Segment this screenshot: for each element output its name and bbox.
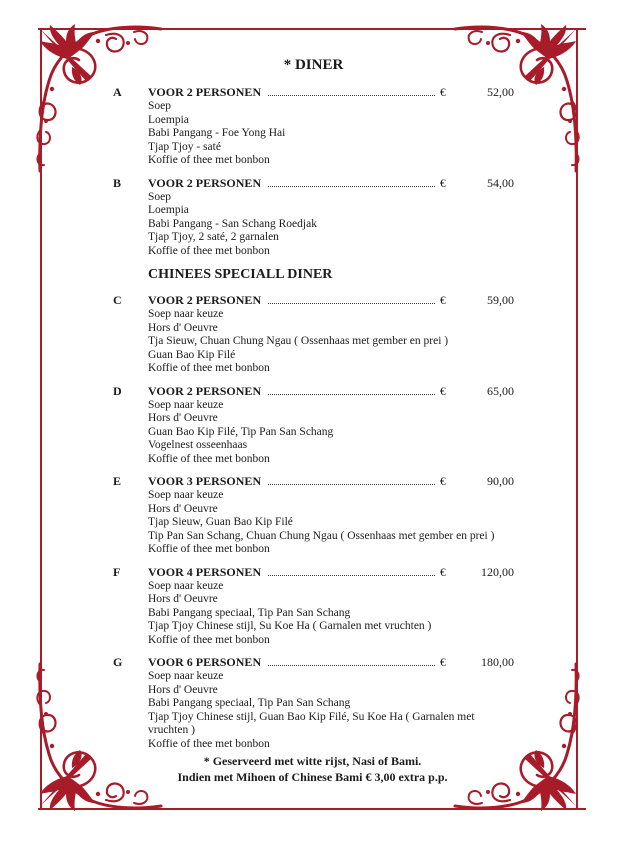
course-line: Koffie of thee met bonbon: [148, 154, 270, 166]
menu-item: [113, 565, 514, 648]
menu-item-head: [113, 474, 514, 489]
menu-item: [113, 293, 514, 376]
currency-symbol: €: [440, 657, 446, 669]
menu-item-courses: [148, 399, 514, 467]
menu-item-courses: [148, 580, 514, 648]
menu-item-title: VOOR 2 PERSONEN: [148, 293, 262, 307]
course-line: Soep naar keuze: [148, 398, 224, 411]
currency-symbol: €: [440, 295, 446, 307]
course-line: Guan Bao Kip Filé: [148, 348, 236, 361]
menu-item-letter: C: [113, 293, 122, 307]
course-line: Babi Pangang - Foe Yong Hai: [148, 127, 286, 139]
menu-item-courses: [148, 191, 514, 259]
course-line: Koffie of thee met bonbon: [148, 244, 270, 257]
dotted-leader: [268, 95, 435, 96]
course-line: Hors d' Oeuvre: [148, 593, 218, 605]
menu-item-title: VOOR 6 PERSONEN: [148, 655, 262, 669]
course-line: Loempia: [148, 204, 189, 216]
menu-content: [113, 56, 514, 759]
course-line: Tja Sieuw, Chuan Chung Ngau ( Ossenhaas met gember en prei ): [148, 335, 449, 347]
course-line: Tjap Tjoy - saté: [148, 140, 221, 153]
footer-note: [0, 754, 625, 785]
currency-symbol: €: [440, 566, 446, 579]
menu-item-title: VOOR 2 PERSONEN: [148, 175, 262, 190]
course-line: Babi Pangang speciaal, Tip Pan San Schang: [148, 697, 351, 709]
menu-item: [113, 176, 514, 259]
menu-item: [113, 655, 514, 751]
dotted-leader: [268, 665, 435, 666]
dotted-leader: [268, 186, 435, 187]
menu-item-head: [113, 176, 514, 191]
currency-symbol: €: [440, 177, 446, 190]
menu-item-price: 65,00: [487, 383, 514, 398]
course-line: Loempia: [148, 113, 189, 126]
course-line: vruchten ): [148, 724, 195, 736]
menu-item-price: 90,00: [487, 474, 514, 488]
dotted-leader: [268, 303, 435, 304]
course-line: Tip Pan San Schang, Chuan Chung Ngau ( Ossenhaas met gember en prei ): [148, 529, 495, 542]
course-line: Babi Pangang - San Schang Roedjak: [148, 217, 317, 230]
section-heading: CHINEES SPECIALL DINER: [148, 267, 333, 282]
menu-item-letter: E: [113, 474, 122, 488]
menu-item: [113, 85, 514, 168]
menu-item-head: [113, 384, 514, 399]
course-line: Tjap Tjoy, 2 saté, 2 garnalen: [148, 231, 279, 243]
menu-item-courses: [148, 670, 514, 751]
menu-item-courses: [148, 100, 514, 168]
course-line: Vogelnest osseenhaas: [148, 439, 248, 451]
menu-item-letter: D: [113, 383, 122, 398]
menu-item-letter: G: [113, 655, 123, 669]
course-line: Tjap Tjoy Chinese stijl, Guan Bao Kip Filé, Su Koe Ha ( Garnalen met: [148, 710, 475, 723]
menu-item-letter: B: [113, 175, 122, 190]
course-line: Hors d' Oeuvre: [148, 683, 218, 696]
dotted-leader: [268, 394, 435, 395]
course-line: Hors d' Oeuvre: [148, 502, 218, 515]
course-line: Koffie of thee met bonbon: [148, 543, 270, 555]
currency-symbol: €: [440, 476, 446, 488]
footer-line-2: Indien met Mihoen of Chinese Bami € 3,00 extra p.p.: [177, 769, 448, 784]
menu-item-title: VOOR 3 PERSONEN: [148, 474, 262, 488]
course-line: Soep naar keuze: [148, 579, 224, 592]
dotted-leader: [268, 484, 435, 485]
menu-item-letter: A: [113, 85, 122, 99]
menu-item-price: 180,00: [481, 655, 514, 669]
currency-symbol: €: [440, 385, 446, 398]
menu-item-price: 52,00: [487, 85, 514, 99]
footer-line-1: * Geserveerd met witte rijst, Nasi of Bami.: [203, 754, 422, 768]
course-line: Koffie of thee met bonbon: [148, 633, 270, 646]
currency-symbol: €: [440, 87, 446, 99]
course-line: Soep naar keuze: [148, 670, 224, 682]
course-line: Guan Bao Kip Filé, Tip Pan San Schang: [148, 425, 334, 438]
menu-item-letter: F: [113, 564, 121, 579]
menu-item-title: VOOR 2 PERSONEN: [148, 85, 262, 99]
menu-item-price: 54,00: [487, 175, 514, 190]
dotted-leader: [268, 575, 435, 576]
menu-item-courses: [148, 308, 514, 376]
menu-item-head: [113, 565, 514, 580]
course-line: Soep naar keuze: [148, 308, 224, 320]
menu-item-head: [113, 655, 514, 670]
menu-item-courses: [148, 489, 514, 557]
course-line: Koffie of thee met bonbon: [148, 737, 270, 750]
course-line: Babi Pangang speciaal, Tip Pan San Schang: [148, 606, 351, 619]
page-title: * DINER: [283, 57, 344, 73]
menu-item-title: VOOR 4 PERSONEN: [148, 564, 262, 579]
course-line: Koffie of thee met bonbon: [148, 452, 270, 465]
menu-item-head: [113, 293, 514, 308]
course-line: Soep: [148, 100, 171, 112]
course-line: Soep: [148, 190, 171, 203]
menu-item-price: 120,00: [481, 564, 514, 579]
course-line: Soep naar keuze: [148, 489, 224, 501]
menu-item-title: VOOR 2 PERSONEN: [148, 383, 262, 398]
course-line: Hors d' Oeuvre: [148, 412, 218, 424]
menu-item: [113, 474, 514, 557]
menu-item: [113, 384, 514, 467]
menu-item-price: 59,00: [487, 293, 514, 307]
course-line: Hors d' Oeuvre: [148, 321, 218, 334]
course-line: Tjap Tjoy Chinese stijl, Su Koe Ha ( Garnalen met vruchten ): [148, 620, 432, 632]
menu-item-head: [113, 85, 514, 100]
course-line: Koffie of thee met bonbon: [148, 362, 270, 374]
course-line: Tjap Sieuw, Guan Bao Kip Filé: [148, 516, 293, 528]
